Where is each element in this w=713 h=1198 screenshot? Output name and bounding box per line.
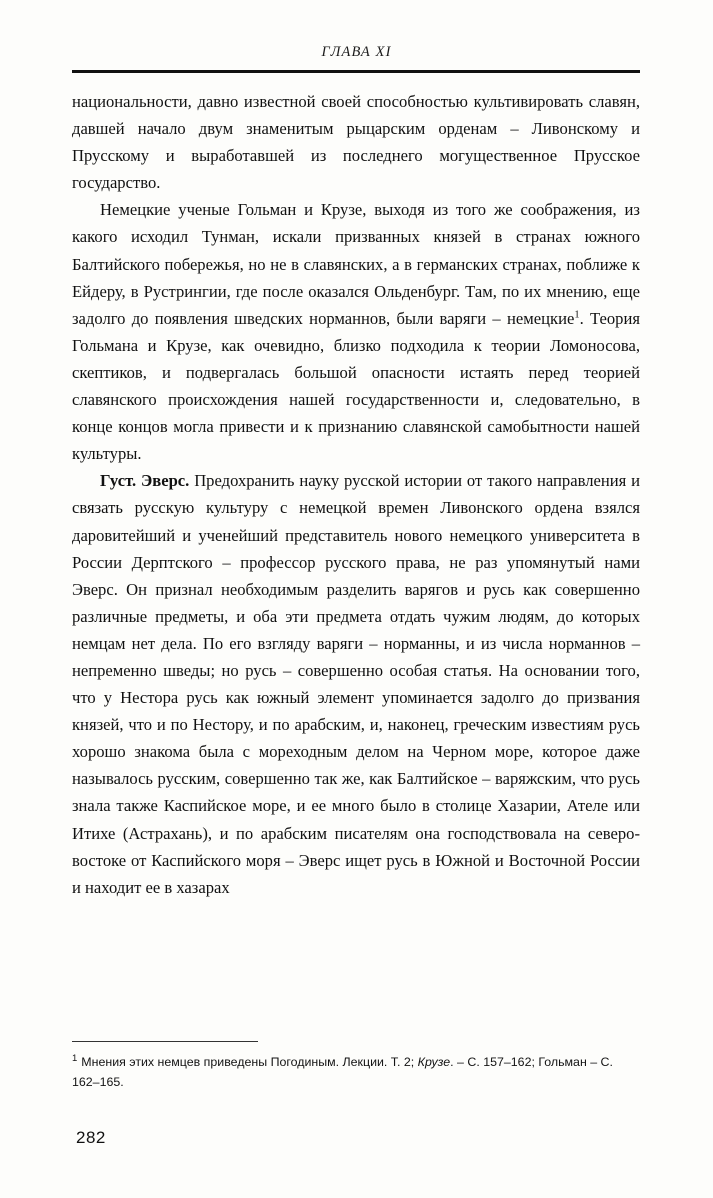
paragraph-3-text: Предохранить науку русской истории от такого направления и связать русскую культуру с немецкой времен Ливонского ордена взялся даровитейший и ученейший представитель нового немецкого университета в России Дерптского – профессор русского права, не раз упомянутый нами Эверс. Он признал необходимым разделить варягов и русь как совершенно различные предметы, и оба эти предмета отдать чужим людям, до которых немцам нет дела. По его взгляду варяги – норманны, и из числа норманнов – непременно шведы; но русь – совершенно особая статья. На основании того, что у Нестора русь как южный элемент упоминается задолго до призвания князей, что и по Нестору, и по арабским, и, наконец, греческим известиям русь хорошо знакома была с мореходным делом на Черном море, которое даже называлось русским, совершенно так же, как Балтийское – варяжским, что русь знала также Каспийское море, и ее много было в столице Хазарии, Ателе или Итихе (Астрахань), и по арабским писателям она господствовала на северо-востоке от Каспийского моря – Эверс ищет русь в Южной и Восточной России и находит ее в хазарах [72, 471, 640, 897]
footnote-text-italic: Крузе [417, 1055, 451, 1069]
running-head: ГЛАВА XI [321, 44, 392, 60]
paragraph-2-text: Немецкие ученые Гольман и Крузе, выходя из того же соображения, из какого исходил Тунман, искали призванных князей в странах южного Балтийского побережья, но не в славянских, а в германских странах, поближе к Ейдеру, в Рустрингии, где после оказался Ольденбург. Там, по их мнению, еще задолго до появления шведских норманнов, были варяги – немецкие [72, 200, 640, 328]
footnote-text-part-2: . – С. 157–162; Гольман – С. 162–165. [72, 1055, 613, 1089]
footnote-separator [72, 1041, 258, 1042]
footnote-reference-1: 1 [574, 309, 580, 321]
page-number: 282 [76, 1128, 106, 1147]
paragraph-1-text: национальности, давно известной своей способностью культивировать славян, давшей начало двум знаменитым рыцарским орденам – Ливонскому и Прусскому и выработавшей из последнего могущественное Прусское государство. [72, 92, 640, 193]
paragraph-1 [72, 88, 640, 196]
footnote-marker: 1 [72, 1052, 78, 1064]
paragraph-3-lead-in: Густ. Эверс. [100, 471, 190, 491]
footnote-1 [72, 1053, 640, 1092]
header-rule [72, 70, 640, 73]
page-body [72, 88, 640, 901]
footnote-text-part-1: Мнения этих немцев приведены Погодиным. Лекции. Т. 2; [81, 1055, 418, 1069]
paragraph-2-text-continued: . Теория Гольмана и Крузе, как очевидно, близко подходила к теории Ломоносова, скептиков, и подвергалась большой опасности истаять перед теорией славянского происхождения нашей государственности и, следовательно, в конце концов могла привести и к признанию славянской самобытности нашей культуры. [72, 308, 640, 464]
paragraph-2 [72, 196, 640, 467]
paragraph-3 [72, 467, 640, 901]
